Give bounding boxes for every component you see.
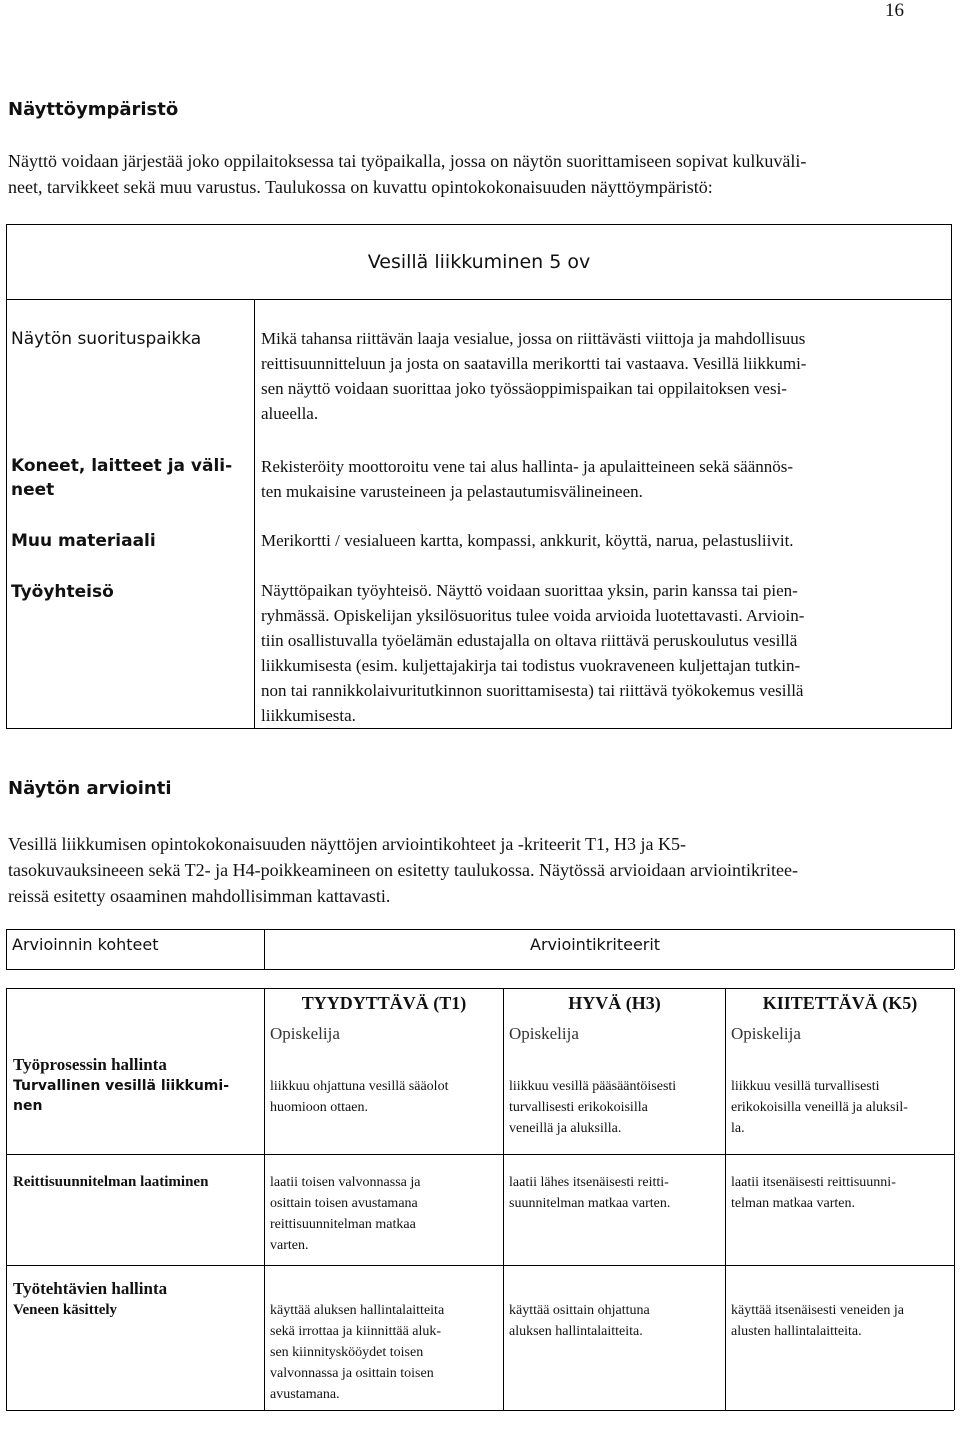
level-k5: KIITETTÄVÄ (K5) <box>762 993 918 1013</box>
value-line: non tai rannikkolaivuritutkinnon suorittamisesta) tai riittävä työkokemus vesillä <box>261 681 804 700</box>
value-line: ten mukaisine varusteineen ja pelastautumisvälineineen. <box>261 482 643 501</box>
section-heading-environment: Näyttöympäristö <box>8 99 179 120</box>
target-title: Työtehtävien hallinta <box>13 1279 168 1298</box>
label-tyoyhteiso: Työyhteisö <box>11 582 114 602</box>
criteria-line: liikkuu vesillä turvallisesti <box>731 1079 880 1094</box>
criteria-k5 <box>731 1076 951 1139</box>
grid-line <box>264 988 265 1410</box>
label-materiaali: Muu materiaali <box>11 531 156 551</box>
table-divider <box>254 300 255 728</box>
criteria-h3 <box>509 1172 723 1214</box>
grid-line <box>6 988 7 1410</box>
criteria-t1 <box>270 1172 502 1256</box>
label-line: Koneet, laitteet ja väli- <box>11 456 233 476</box>
page-number: 16 <box>885 0 904 21</box>
value-koneet <box>261 454 946 504</box>
student-k5: Opiskelija <box>731 1024 801 1043</box>
value-tyoyhteiso <box>261 578 946 728</box>
criteria-line: erikokoisilla veneillä ja aluksil- <box>731 1100 908 1115</box>
grid-line <box>264 929 265 969</box>
target-tyotehtavat <box>13 1278 258 1321</box>
grid-line <box>6 929 7 969</box>
grid-line <box>6 969 954 970</box>
assessment-intro-line3: reissä esitetty osaaminen mahdollisimman kattavasti. <box>8 886 391 906</box>
value-suorituspaikka <box>261 326 946 426</box>
environment-intro-line2: neet, tarvikkeet sekä muu varustus. Taulukossa on kuvattu opintokokonaisuuden näyttöympäristö: <box>8 177 713 197</box>
target-reittisuunnitelma: Reittisuunnitelman laatiminen <box>13 1174 209 1190</box>
grid-line <box>954 988 955 1410</box>
criteria-line: osittain toisen avustamana <box>270 1196 418 1211</box>
criteria-h3 <box>509 1300 723 1342</box>
criteria-line: varten. <box>270 1238 309 1253</box>
student-t1: Opiskelija <box>270 1024 340 1043</box>
criteria-t1 <box>270 1076 502 1118</box>
col-head-targets: Arvioinnin kohteet <box>12 935 159 954</box>
value-line: Merikortti / vesialueen kartta, kompassi, ankkurit, köyttä, narua, pelastusliivit. <box>261 531 794 550</box>
label-koneet <box>11 454 241 502</box>
grid-line <box>6 1154 954 1155</box>
environment-intro-line1: Näyttö voidaan järjestää joko oppilaitoksessa tai työpaikalla, jossa on näytön suorittamiseen sopivat kulkuväli- <box>8 151 807 171</box>
criteria-k5 <box>731 1300 951 1342</box>
level-t1: TYYDYTTÄVÄ (T1) <box>301 993 467 1013</box>
level-h3: HYVÄ (H3) <box>568 993 661 1013</box>
target-sub: nen <box>13 1098 43 1114</box>
value-line: tiin osallistuvalla työelämän edustajalla on oltava riittävä peruskoulutus vesillä <box>261 631 798 650</box>
environment-table-title: Vesillä liikkuminen 5 ov <box>7 225 951 300</box>
criteria-line: la. <box>731 1121 745 1136</box>
value-line: sen näyttö voidaan suorittaa joko työssäoppimispaikan tai oppilaitoksen vesi- <box>261 379 787 398</box>
criteria-t1 <box>270 1300 502 1405</box>
criteria-line: telman matkaa varten. <box>731 1196 855 1211</box>
grid-line <box>6 1265 954 1266</box>
grid-line <box>6 988 954 989</box>
criteria-line: laatii toisen valvonnassa ja <box>270 1175 421 1190</box>
value-materiaali <box>261 528 946 553</box>
col-head-criteria: Arviointikriteerit <box>530 935 661 954</box>
target-title: Työprosessin hallinta <box>13 1055 167 1074</box>
criteria-line: turvallisesti erikokoisilla <box>509 1100 648 1115</box>
criteria-line: reittisuunnitelman matkaa <box>270 1217 416 1232</box>
assessment-intro-line1: Vesillä liikkumisen opintokokonaisuuden näyttöjen arviointikohteet ja -kriteerit T1, H3 ja K5- <box>8 834 687 854</box>
grid-line <box>954 929 955 969</box>
value-line: ryhmässä. Opiskelijan yksilösuoritus tulee voida arvioida luotettavasti. Arvioin- <box>261 606 805 625</box>
criteria-line: avustamana. <box>270 1387 340 1402</box>
assessment-intro-line2: tasokuvauksineeen sekä T2- ja H4-poikkeamineen on esitetty taulukossa. Näytössä arvioidaan arviointikritee- <box>8 860 798 880</box>
criteria-line: laatii lähes itsenäisesti reitti- <box>509 1175 669 1190</box>
criteria-line: käyttää osittain ohjattuna <box>509 1303 650 1318</box>
environment-table <box>6 224 952 729</box>
value-line: Näyttöpaikan työyhteisö. Näyttö voidaan suorittaa yksin, parin kanssa tai pien- <box>261 581 798 600</box>
criteria-line: liikkuu ohjattuna vesillä sääolot <box>270 1079 449 1094</box>
grid-line <box>6 1410 954 1411</box>
criteria-line: liikkuu vesillä pääsääntöisesti <box>509 1079 677 1094</box>
criteria-line: sen kiinnityskööydet toisen <box>270 1345 424 1360</box>
criteria-k5 <box>731 1172 951 1214</box>
target-sub: Veneen käsittely <box>13 1302 118 1318</box>
criteria-line: alusten hallintalaitteita. <box>731 1324 862 1339</box>
grid-line <box>6 929 954 930</box>
criteria-line: käyttää itsenäisesti veneiden ja <box>731 1303 904 1318</box>
grid-line <box>503 988 504 1410</box>
value-line: liikkumisesta (esim. kuljettajakirja tai todistus vuokraveneen kuljettajan tutkin- <box>261 656 801 675</box>
value-line: Mikä tahansa riittävän laaja vesialue, jossa on riittävästi viittoja ja mahdollisuus <box>261 329 806 348</box>
value-line: Rekisteröity moottoroitu vene tai alus hallinta- ja apulaitteineen sekä säännös- <box>261 457 794 476</box>
label-suorituspaikka: Näytön suorituspaikka <box>11 329 202 349</box>
criteria-line: suunnitelman matkaa varten. <box>509 1196 671 1211</box>
criteria-line: laatii itsenäisesti reittisuunni- <box>731 1175 896 1190</box>
criteria-line: valvonnassa ja osittain toisen <box>270 1366 434 1381</box>
label-line: neet <box>11 480 55 500</box>
value-line: liikkumisesta. <box>261 706 356 725</box>
criteria-line: huomioon ottaen. <box>270 1100 368 1115</box>
section-heading-assessment: Näytön arviointi <box>8 778 172 799</box>
criteria-line: veneillä ja aluksilla. <box>509 1121 622 1136</box>
target-tyoprosessi <box>13 1054 258 1116</box>
value-line: alueella. <box>261 404 319 423</box>
criteria-h3 <box>509 1076 723 1139</box>
student-h3: Opiskelija <box>509 1024 579 1043</box>
target-sub: Turvallinen vesillä liikkumi- <box>13 1078 230 1094</box>
criteria-line: aluksen hallintalaitteita. <box>509 1324 643 1339</box>
criteria-line: sekä irrottaa ja kiinnittää aluk- <box>270 1324 442 1339</box>
value-line: reittisuunnitteluun ja josta on saatavilla merikortti tai vastaava. Vesillä liikkumi- <box>261 354 807 373</box>
grid-line <box>725 988 726 1410</box>
criteria-line: käyttää aluksen hallintalaitteita <box>270 1303 445 1318</box>
